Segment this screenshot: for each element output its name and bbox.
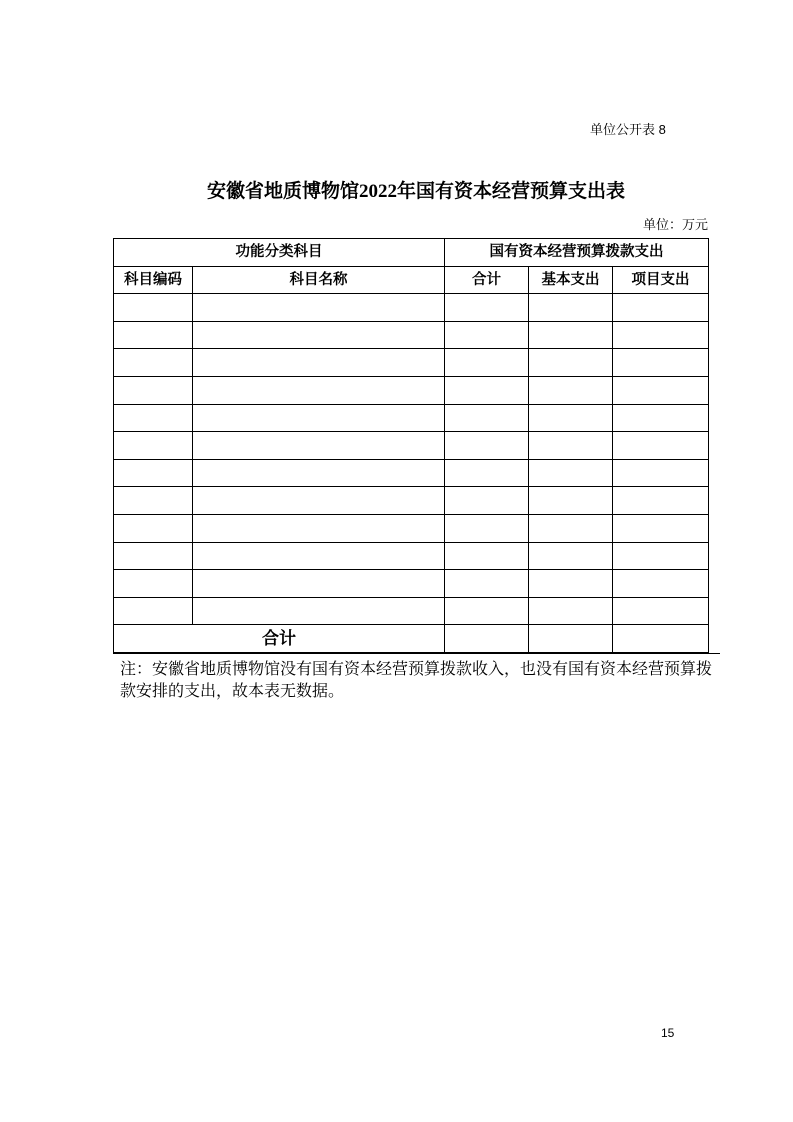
cell-total (445, 597, 529, 625)
budget-expenditure-table (113, 238, 709, 653)
cell-project (613, 459, 709, 487)
table-group-header-row (114, 239, 709, 267)
table-row (114, 294, 709, 322)
table-column-header-row (114, 266, 709, 294)
cell-project (613, 597, 709, 625)
total-row-project (613, 625, 709, 653)
table-row (114, 570, 709, 598)
cell-project (613, 570, 709, 598)
cell-code (114, 570, 193, 598)
cell-total (445, 432, 529, 460)
cell-project (613, 514, 709, 542)
cell-project (613, 349, 709, 377)
cell-name (193, 597, 445, 625)
cell-total (445, 570, 529, 598)
cell-project (613, 432, 709, 460)
cell-name (193, 487, 445, 515)
cell-basic (529, 294, 613, 322)
cell-basic (529, 542, 613, 570)
table-row (114, 487, 709, 515)
table-total-row (114, 625, 709, 653)
table-row (114, 597, 709, 625)
table-row (114, 376, 709, 404)
cell-code (114, 376, 193, 404)
cell-code (114, 487, 193, 515)
cell-code (114, 432, 193, 460)
page-number: 15 (661, 1026, 675, 1040)
unit-label: 单位：万元 (642, 217, 708, 232)
table-row (114, 432, 709, 460)
cell-basic (529, 404, 613, 432)
group-header-state-capital-expenditure: 国有资本经营预算拨款支出 (445, 239, 709, 267)
cell-total (445, 404, 529, 432)
cell-name (193, 542, 445, 570)
table-row (114, 349, 709, 377)
cell-code (114, 514, 193, 542)
column-header-code: 科目编码 (114, 266, 193, 294)
cell-name (193, 459, 445, 487)
total-row-basic (529, 625, 613, 653)
group-header-functional-category: 功能分类科目 (114, 239, 445, 267)
cell-total (445, 514, 529, 542)
cell-name (193, 514, 445, 542)
cell-basic (529, 432, 613, 460)
cell-total (445, 349, 529, 377)
cell-basic (529, 459, 613, 487)
cell-code (114, 597, 193, 625)
cell-basic (529, 597, 613, 625)
cell-name (193, 294, 445, 322)
cell-total (445, 542, 529, 570)
table-body (114, 294, 709, 625)
column-header-basic: 基本支出 (529, 266, 613, 294)
table-row (114, 404, 709, 432)
cell-name (193, 349, 445, 377)
cell-basic (529, 514, 613, 542)
column-header-project: 项目支出 (613, 266, 709, 294)
column-header-total: 合计 (445, 266, 529, 294)
cell-name (193, 376, 445, 404)
cell-basic (529, 570, 613, 598)
cell-code (114, 404, 193, 432)
cell-project (613, 487, 709, 515)
cell-name (193, 432, 445, 460)
cell-total (445, 321, 529, 349)
table-row (114, 459, 709, 487)
cell-project (613, 542, 709, 570)
table-bottom-rule (113, 653, 720, 654)
page-title: 安徽省地质博物馆2022年国有资本经营预算支出表 (207, 181, 626, 202)
cell-basic (529, 349, 613, 377)
column-header-name: 科目名称 (193, 266, 445, 294)
cell-name (193, 570, 445, 598)
cell-name (193, 404, 445, 432)
cell-total (445, 459, 529, 487)
cell-code (114, 321, 193, 349)
form-number-label: 单位公开表 8 (590, 122, 666, 137)
table-row (114, 514, 709, 542)
total-row-total (445, 625, 529, 653)
table-note: 注：安徽省地质博物馆没有国有资本经营预算拨款收入，也没有国有资本经营预算拨款安排的支出，故本表无数据。 (120, 661, 713, 700)
cell-basic (529, 376, 613, 404)
cell-total (445, 487, 529, 515)
cell-code (114, 349, 193, 377)
cell-project (613, 321, 709, 349)
cell-basic (529, 321, 613, 349)
cell-project (613, 404, 709, 432)
cell-name (193, 321, 445, 349)
cell-code (114, 459, 193, 487)
cell-total (445, 376, 529, 404)
cell-total (445, 294, 529, 322)
cell-project (613, 294, 709, 322)
cell-code (114, 542, 193, 570)
table-row (114, 321, 709, 349)
table-row (114, 542, 709, 570)
total-row-label: 合计 (114, 625, 445, 653)
cell-code (114, 294, 193, 322)
cell-basic (529, 487, 613, 515)
cell-project (613, 376, 709, 404)
